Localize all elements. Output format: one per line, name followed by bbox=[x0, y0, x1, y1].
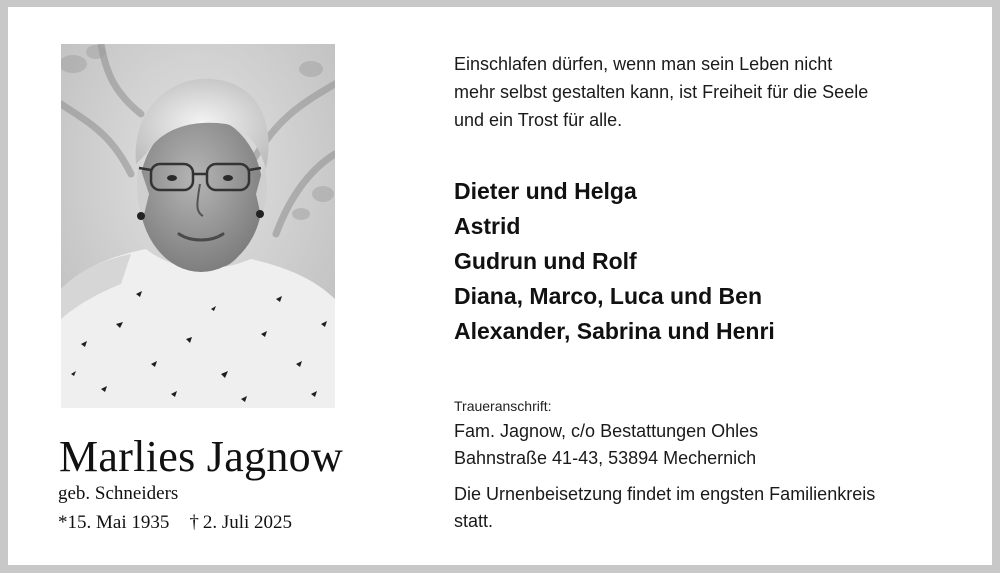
mourner-entry: Gudrun und Rolf bbox=[454, 248, 637, 274]
address-line: Bahnstraße 41-43, 53894 Mechernich bbox=[454, 448, 757, 468]
burial-note bbox=[454, 481, 875, 535]
poem-line: und ein Trost für alle. bbox=[454, 110, 623, 130]
mourner-entry: Astrid bbox=[454, 213, 521, 239]
death-symbol: † bbox=[189, 512, 199, 533]
poem-line: mehr selbst gestalten kann, ist Freiheit für die Seele bbox=[454, 82, 869, 102]
birth-date: 15. Mai 1935 bbox=[67, 512, 170, 533]
death-date: 2. Juli 2025 bbox=[202, 512, 293, 533]
note-line: Die Urnenbeisetzung findet im engsten Familienkreis bbox=[454, 484, 876, 504]
mourning-address bbox=[454, 418, 758, 472]
mourners-list bbox=[454, 174, 775, 349]
poem-text bbox=[454, 50, 954, 134]
note-line: statt. bbox=[454, 511, 494, 531]
birth-symbol: * bbox=[58, 512, 68, 533]
portrait-photo bbox=[61, 44, 335, 408]
mourner-entry: Dieter und Helga bbox=[454, 178, 637, 204]
obituary-card bbox=[8, 7, 992, 565]
deceased-name: Marlies Jagnow bbox=[59, 432, 344, 481]
mourner-entry: Diana, Marco, Luca und Ben bbox=[454, 283, 762, 309]
address-line: Fam. Jagnow, c/o Bestattungen Ohles bbox=[454, 421, 759, 441]
life-dates bbox=[58, 510, 292, 536]
address-label: Traueranschrift: bbox=[454, 398, 552, 414]
birth-name: geb. Schneiders bbox=[58, 483, 179, 504]
poem-line: Einschlafen dürfen, wenn man sein Leben nicht bbox=[454, 54, 833, 74]
mourner-entry: Alexander, Sabrina und Henri bbox=[454, 318, 775, 344]
